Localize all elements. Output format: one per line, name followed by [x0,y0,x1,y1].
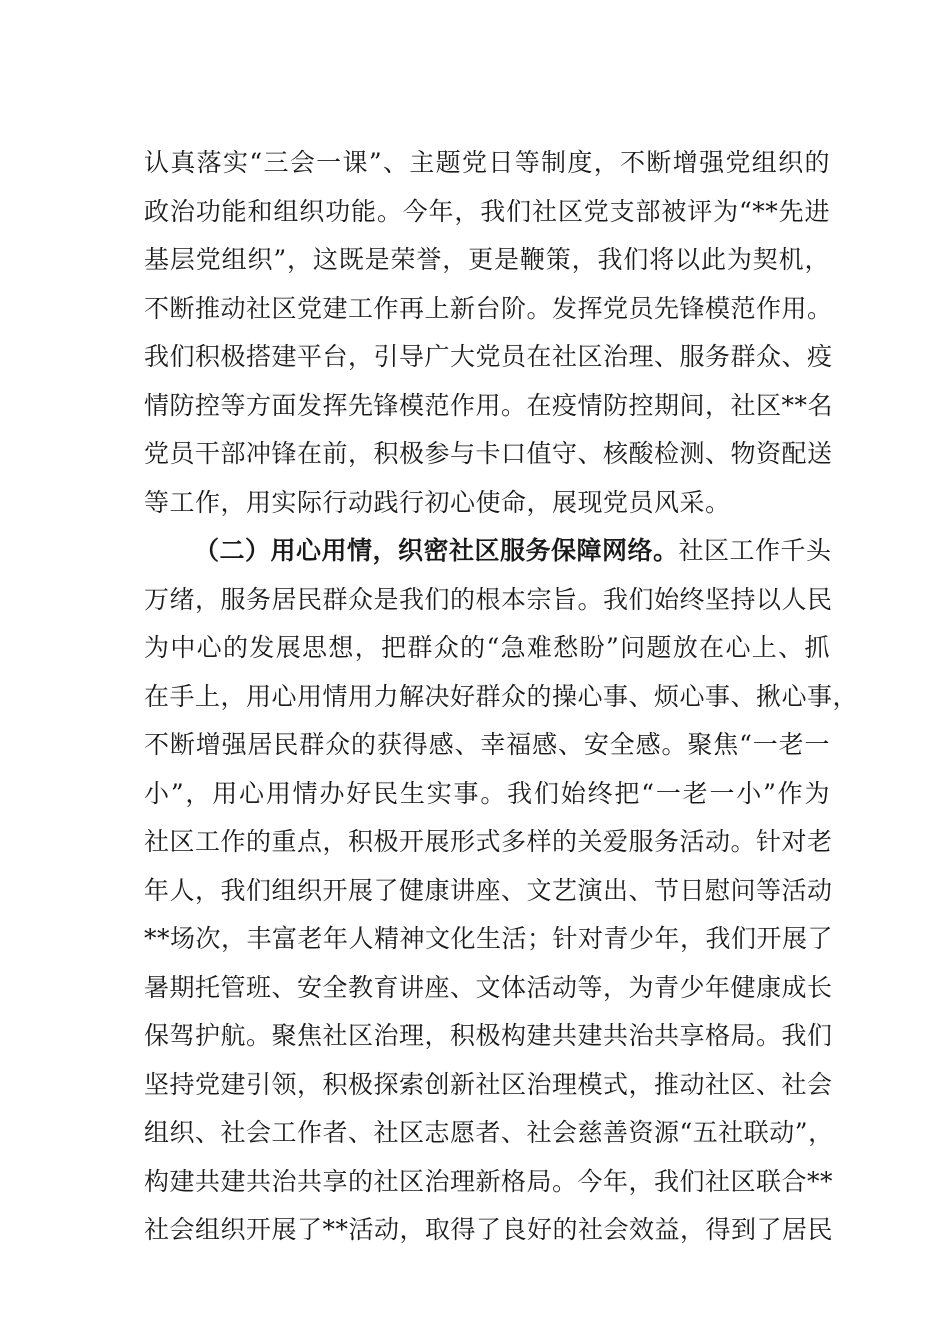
text-line: 暑期托管班、安全教育讲座、文体活动等，为青少年健康成长 [144,972,833,1002]
text-line: 认真落实“三会一课”、主题党日等制度，不断增强党组织的 [144,148,830,177]
text-line: 我们积极搭建平台，引导广大党员在社区治理、服务群众、疫 [144,342,833,371]
text-line: 构建共建共治共享的社区治理新格局。今年，我们社区联合** [144,1166,834,1196]
text-line: 年人，我们组织开展了健康讲座、文艺演出、节日慰问等活动 [144,875,833,905]
text-line: 社区工作的重点，积极开展形式多样的关爱服务活动。针对老 [144,827,833,856]
text-line: 不断增强居民群众的获得感、幸福感、安全感。聚焦“一老一 [144,730,830,759]
section-heading-line [144,527,830,576]
text-line: 为中心的发展思想，把群众的“急难愁盼”问题放在心上、抓 [144,633,830,662]
text-line: 政治功能和组织功能。今年，我们社区党支部被评为“**先进 [144,196,830,226]
text-line: 社会组织开展了**活动，取得了良好的社会效益，得到了居民 [144,1215,834,1244]
text-line: 基层党组织”，这既是荣誉，更是鞭策，我们将以此为契机， [144,245,830,274]
text-line: 在手上，用心用情用力解决好群众的操心事、烦心事、揪心事， [144,681,859,711]
section-heading: （二）用心用情，织密社区服务保障网络。 [194,536,679,565]
text-line: 坚持党建引领，积极探索创新社区治理模式，推动社区、社会 [144,1069,833,1099]
text-line: 组织、社会工作者、社区志愿者、社会慈善资源“五社联动”， [144,1118,834,1147]
document-body [144,139,859,1255]
text-line: 万绪，服务居民群众是我们的根本宗旨。我们始终坚持以人民 [144,584,833,614]
text-line: 不断推动社区党建工作再上新台阶。发挥党员先锋模范作用。 [144,293,833,323]
text-line: 保驾护航。聚焦社区治理，积极构建共建共治共享格局。我们 [144,1021,833,1050]
text-line: 小”，用心用情办好民生实事。我们始终把“一老一小”作为 [144,778,830,808]
text-line: 党员干部冲锋在前，积极参与卡口值守、核酸检测、物资配送 [144,439,833,468]
text-line: **场次，丰富老年人精神文化生活；针对青少年，我们开展了 [144,924,834,953]
text-fragment: 社区工作千头 [678,536,832,565]
text-line: 等工作，用实际行动践行初心使命，展现党员风采。 [144,487,731,517]
text-line: 情防控等方面发挥先锋模范作用。在疫情防控期间，社区**名 [144,390,834,420]
